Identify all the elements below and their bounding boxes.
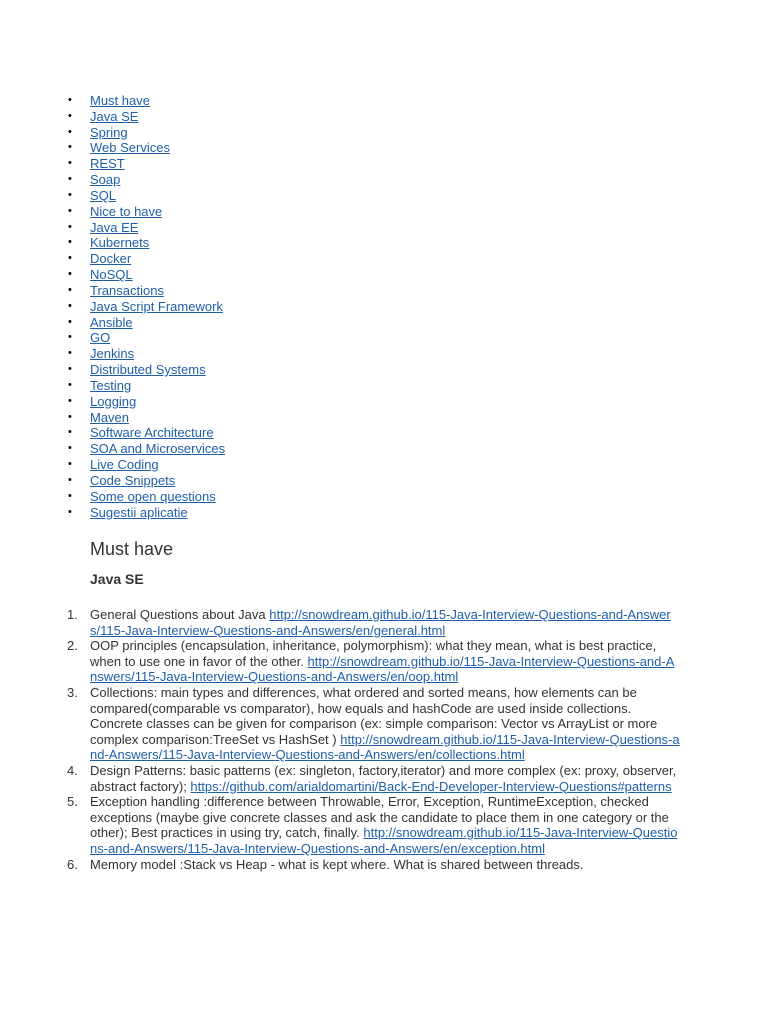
toc-link-logging[interactable]: Logging (90, 393, 137, 409)
bullet: • (68, 173, 72, 186)
bullet: • (68, 315, 72, 328)
section-heading: Must have (90, 539, 174, 559)
toc-link-some-open-questions[interactable]: Some open questions (90, 488, 216, 504)
toc-link-soap[interactable]: Soap (90, 172, 121, 188)
toc-link-code-snippets[interactable]: Code Snippets (90, 472, 176, 488)
question-text: OOP principles (encapsulation, inheritance, polymorphism): what they mean, what is best practice, when to use one in favor of the other. (90, 638, 657, 669)
bullet: • (68, 331, 72, 344)
toc-link-web-services[interactable]: Web Services (90, 140, 170, 156)
bullet: • (68, 299, 72, 312)
toc-link-kubernets[interactable]: Kubernets (90, 235, 150, 251)
toc-item-transactions (68, 282, 225, 299)
toc-link-ansible[interactable]: Ansible (90, 314, 133, 330)
toc-item-go (68, 330, 225, 346)
bullet: • (68, 489, 72, 502)
item-number: 6. (67, 856, 78, 872)
toc-item-code-snippets (68, 472, 225, 489)
toc-link-nosql[interactable]: NoSQL (90, 267, 133, 283)
toc-link-distributed-systems[interactable]: Distributed Systems (90, 362, 206, 378)
question-item (67, 856, 680, 873)
question-link[interactable]: https://github.com/arialdomartini/Back-End-Developer-Interview-Questions#patterns (190, 778, 672, 794)
question-item (67, 607, 680, 638)
bullet: • (68, 283, 72, 296)
toc-item-maven (68, 409, 225, 426)
bullet: • (68, 458, 72, 471)
toc-link-sql[interactable]: SQL (90, 187, 117, 203)
toc-item-soa-and-microservices (68, 441, 226, 457)
toc-link-java-ee[interactable]: Java EE (90, 219, 139, 235)
toc-item-testing (68, 377, 225, 394)
bullet: • (68, 236, 72, 249)
question-text: Exception handling :difference between Throwable, Error, Exception, RuntimeException, checked exceptions (maybe give concrete classes and ask the candidate to place them in one category or the other); Best practices in using try, catch, finally. (90, 794, 669, 841)
question-item (67, 762, 680, 794)
toc-item-web-services (68, 140, 225, 156)
question-link[interactable]: http://snowdream.github.io/115-Java-Interview-Questions-and-Answers/115-Java-Interview-Questions-and-Answers/en/collections.html (90, 731, 680, 763)
subsection-heading: Java SE (90, 571, 144, 587)
bullet: • (68, 125, 72, 138)
toc-item-sugestii-aplicatie (68, 504, 225, 521)
question-text: Memory model :Stack vs Heap - what is kept where. What is shared between threads. (90, 856, 584, 872)
toc-link-nice-to-have[interactable]: Nice to have (90, 203, 163, 219)
toc-item-kubernets (68, 235, 225, 251)
question-list (67, 607, 680, 872)
bullet: • (68, 204, 72, 217)
table-of-contents (68, 93, 226, 520)
bullet: • (68, 363, 72, 376)
toc-item-spring (68, 124, 225, 141)
toc-link-maven[interactable]: Maven (90, 409, 130, 425)
item-number: 2. (67, 638, 78, 654)
bullet: • (68, 220, 72, 233)
bullet: • (68, 94, 72, 106)
toc-link-rest[interactable]: REST (90, 156, 125, 172)
item-number: 1. (67, 607, 78, 622)
bullet: • (68, 473, 72, 486)
bullet: • (68, 188, 72, 201)
question-text: Design Patterns: basic patterns (ex: singleton, factory,iterator) and more complex (ex: proxy, observer, abstract factory); (90, 762, 677, 794)
toc-item-distributed-systems (68, 362, 225, 378)
question-item (67, 794, 680, 856)
bullet: • (68, 394, 72, 407)
toc-item-java-script-framework (68, 298, 225, 315)
bullet: • (68, 268, 72, 281)
toc-item-ansible (68, 314, 225, 331)
question-item (67, 684, 680, 763)
toc-link-java-script-framework[interactable]: Java Script Framework (90, 298, 223, 314)
bullet: • (68, 109, 72, 122)
toc-item-logging (68, 393, 225, 410)
toc-item-must-have (68, 93, 225, 109)
toc-link-docker[interactable]: Docker (90, 251, 132, 267)
toc-item-java-ee (68, 219, 225, 236)
bullet: • (68, 252, 72, 265)
question-link[interactable]: http://snowdream.github.io/115-Java-Interview-Questions-and-Answers/115-Java-Interview-Questions-and-Answers/en/exception.html (90, 825, 678, 856)
toc-link-java-se[interactable]: Java SE (90, 108, 139, 124)
toc-link-sugestii-aplicatie[interactable]: Sugestii aplicatie (90, 504, 188, 520)
toc-item-software-architecture (68, 425, 225, 441)
item-number: 5. (67, 794, 78, 810)
question-link[interactable]: http://snowdream.github.io/115-Java-Interview-Questions-and-Answers/115-Java-Interview-Questions-and-Answers/en/general.html (90, 607, 671, 638)
toc-item-nice-to-have (68, 203, 225, 220)
toc-link-software-architecture[interactable]: Software Architecture (90, 425, 214, 441)
question-link[interactable]: http://snowdream.github.io/115-Java-Interview-Questions-and-Answers/115-Java-Interview-Questions-and-Answers/en/oop.html (90, 653, 675, 685)
toc-link-jenkins[interactable]: Jenkins (90, 346, 135, 362)
bullet: • (68, 442, 72, 455)
toc-item-live-coding (68, 457, 225, 473)
toc-item-docker (68, 251, 225, 267)
bullet: • (68, 347, 72, 360)
item-number: 3. (67, 684, 78, 700)
toc-item-rest (68, 156, 225, 172)
question-item (67, 638, 680, 685)
bullet: • (68, 378, 72, 391)
bullet: • (68, 505, 72, 518)
toc-item-jenkins (68, 346, 225, 362)
toc-link-spring[interactable]: Spring (90, 124, 128, 140)
toc-item-soap (68, 172, 225, 188)
bullet: • (68, 141, 72, 154)
toc-link-transactions[interactable]: Transactions (90, 282, 164, 298)
bullet: • (68, 426, 72, 439)
toc-item-nosql (68, 267, 225, 283)
toc-link-testing[interactable]: Testing (90, 377, 132, 393)
item-number: 4. (67, 762, 78, 778)
question-text: Collections: main types and differences, what ordered and sorted means, how elements can be compared(comparable vs comparator), how equals and hashCode are used inside collections. Concrete classes can be given for comparison (ex: simple comparison: Vector vs ArrayList or more complex comparison:TreeSet vs HashSet ) (90, 684, 658, 747)
bullet: • (68, 410, 72, 423)
question-text: General Questions about Java (90, 607, 270, 622)
bullet: • (68, 157, 72, 170)
toc-link-live-coding[interactable]: Live Coding (90, 457, 159, 473)
toc-item-sql (68, 187, 225, 204)
toc-item-java-se (68, 108, 225, 125)
toc-link-soa-and-microservices[interactable]: SOA and Microservices (90, 441, 226, 457)
toc-link-go[interactable]: GO (90, 330, 111, 346)
toc-item-some-open-questions (68, 488, 225, 505)
toc-link-must-have[interactable]: Must have (90, 93, 150, 108)
